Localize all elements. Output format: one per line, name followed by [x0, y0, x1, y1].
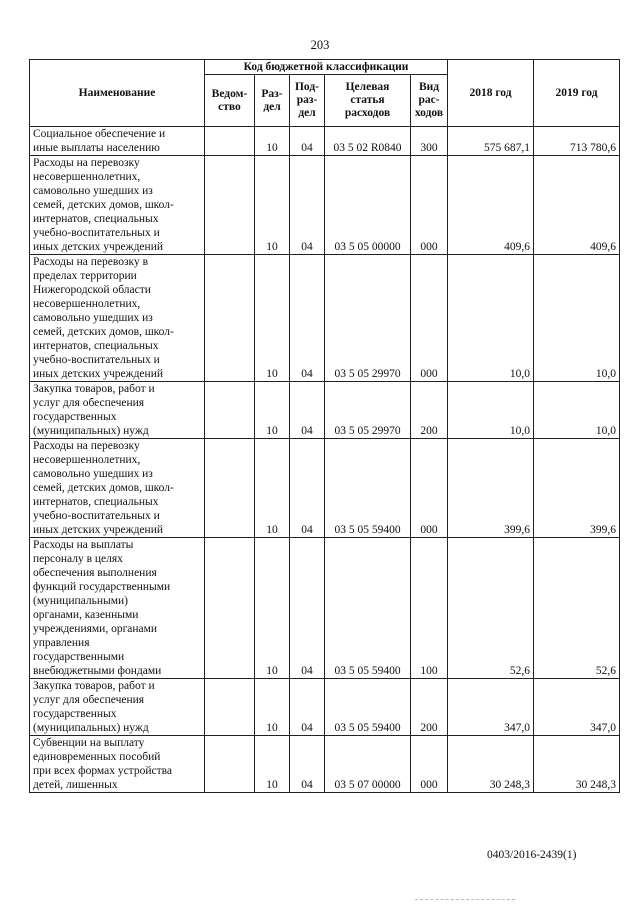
table-cell-expense-type: 000: [411, 439, 448, 538]
table-cell-2018: 409,6: [448, 156, 534, 255]
header-department: Ведом- ство: [205, 75, 255, 127]
table-cell-2019: 30 248,3: [534, 736, 620, 793]
table-cell-2019: 10,0: [534, 255, 620, 382]
table-cell-name: Закупка товаров, работ и услуг для обеспечения государственных (муниципальных) нужд: [30, 382, 205, 439]
table-cell-department: [205, 255, 255, 382]
table-row: [30, 156, 620, 255]
table-cell-expense-type: 300: [411, 127, 448, 156]
table-row: [30, 382, 620, 439]
table-cell-expense-type: 100: [411, 538, 448, 679]
header-year-2018: 2018 год: [448, 60, 534, 127]
table-cell-2018: 30 248,3: [448, 736, 534, 793]
table-cell-2019: 52,6: [534, 538, 620, 679]
table-cell-2019: 10,0: [534, 382, 620, 439]
table-cell-subsection: 04: [290, 127, 325, 156]
document-code: 0403/2016-2439(1): [487, 849, 577, 861]
table-row: [30, 439, 620, 538]
budget-table: [29, 59, 620, 793]
table-cell-expense-type: 200: [411, 382, 448, 439]
table-cell-subsection: 04: [290, 382, 325, 439]
table-cell-name: Закупка товаров, работ и услуг для обеспечения государственных (муниципальных) нужд: [30, 679, 205, 736]
footer-divider: [415, 899, 515, 900]
header-budget-code-group: Код бюджетной классификации: [205, 60, 448, 75]
table-cell-section: 10: [255, 127, 290, 156]
table-cell-department: [205, 439, 255, 538]
page-number: 203: [310, 38, 330, 52]
table-cell-name: Расходы на перевозку несовершеннолетних, самовольно ушедших из семей, детских домов, школ- интернатов, специальных учебно-воспитательных и иных детских учреждений: [30, 156, 205, 255]
table-cell-target-item: 03 5 05 00000: [325, 156, 411, 255]
table-cell-section: 10: [255, 382, 290, 439]
table-cell-subsection: 04: [290, 439, 325, 538]
header-year-2019: 2019 год: [534, 60, 620, 127]
table-cell-department: [205, 538, 255, 679]
table-cell-name: Расходы на выплаты персоналу в целях обеспечения выполнения функций государственными (муниципальными) органами, казенными учреждениями, органами управления государственными внебюджетными фондами: [30, 538, 205, 679]
header-target-item: Целевая статья расходов: [325, 75, 411, 127]
table-row: [30, 255, 620, 382]
table-cell-name: Расходы на перевозку несовершеннолетних, самовольно ушедших из семей, детских домов, школ- интернатов, специальных учебно-воспитательных и иных детских учреждений: [30, 439, 205, 538]
table-cell-subsection: 04: [290, 156, 325, 255]
table-cell-section: 10: [255, 538, 290, 679]
table-cell-expense-type: 000: [411, 255, 448, 382]
table-cell-subsection: 04: [290, 679, 325, 736]
table-cell-subsection: 04: [290, 736, 325, 793]
table-cell-2018: 52,6: [448, 538, 534, 679]
table-cell-section: 10: [255, 255, 290, 382]
table-cell-target-item: 03 5 07 00000: [325, 736, 411, 793]
table-cell-section: 10: [255, 736, 290, 793]
table-row: [30, 736, 620, 793]
table-cell-section: 10: [255, 679, 290, 736]
table-cell-department: [205, 127, 255, 156]
table-cell-target-item: 03 5 05 59400: [325, 439, 411, 538]
table-row: [30, 127, 620, 156]
table-cell-section: 10: [255, 156, 290, 255]
table-cell-subsection: 04: [290, 538, 325, 679]
table-cell-department: [205, 679, 255, 736]
table-cell-section: 10: [255, 439, 290, 538]
table-cell-2018: 10,0: [448, 382, 534, 439]
table-cell-2019: 713 780,6: [534, 127, 620, 156]
header-section: Раз- дел: [255, 75, 290, 127]
table-cell-2018: 575 687,1: [448, 127, 534, 156]
table-cell-name: Расходы на перевозку в пределах территории Нижегородской области несовершеннолетних, самовольно ушедших из семей, детских домов, школ- интернатов, специальных учебно-воспитательных и иных детских учреждений: [30, 255, 205, 382]
table-body: [30, 127, 620, 793]
table-row: [30, 679, 620, 736]
table-cell-department: [205, 736, 255, 793]
header-subsection: Под- раз- дел: [290, 75, 325, 127]
table-cell-expense-type: 200: [411, 679, 448, 736]
table-cell-department: [205, 382, 255, 439]
table-cell-target-item: 03 5 02 R0840: [325, 127, 411, 156]
table-cell-2018: 10,0: [448, 255, 534, 382]
table-cell-expense-type: 000: [411, 156, 448, 255]
header-name: Наименование: [30, 60, 205, 127]
table-cell-2019: 399,6: [534, 439, 620, 538]
table-cell-2019: 409,6: [534, 156, 620, 255]
table-cell-target-item: 03 5 05 59400: [325, 538, 411, 679]
table-cell-target-item: 03 5 05 29970: [325, 382, 411, 439]
table-cell-department: [205, 156, 255, 255]
table-cell-2018: 347,0: [448, 679, 534, 736]
table-cell-subsection: 04: [290, 255, 325, 382]
table-cell-target-item: 03 5 05 59400: [325, 679, 411, 736]
table-cell-target-item: 03 5 05 29970: [325, 255, 411, 382]
table-row: [30, 538, 620, 679]
table-cell-2018: 399,6: [448, 439, 534, 538]
table-cell-name: Социальное обеспечение и иные выплаты населению: [30, 127, 205, 156]
table-cell-expense-type: 000: [411, 736, 448, 793]
header-expense-type: Вид рас- ходов: [411, 75, 448, 127]
table-cell-name: Субвенции на выплату единовременных пособий при всех формах устройства детей, лишенных: [30, 736, 205, 793]
table-cell-2019: 347,0: [534, 679, 620, 736]
